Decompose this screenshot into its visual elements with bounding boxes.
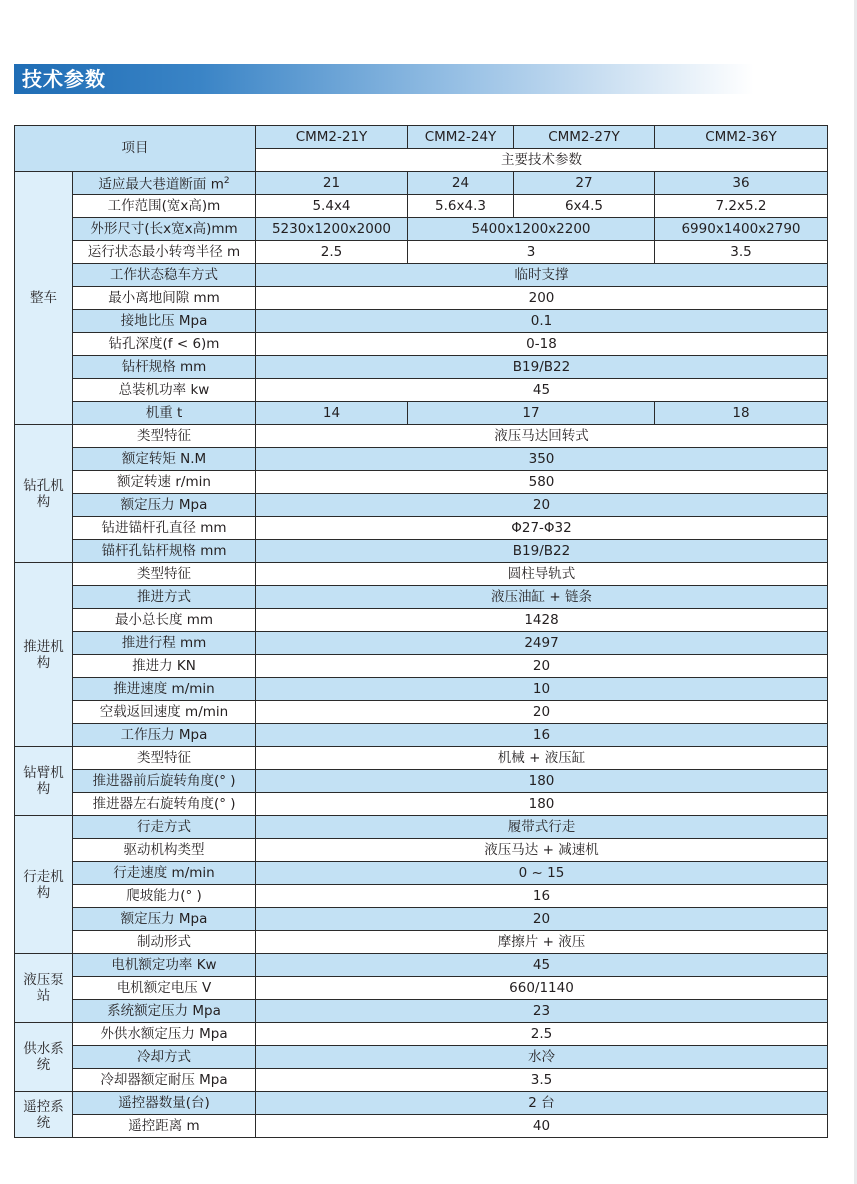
row-label-text: 电机额定功率 Kw [111, 956, 217, 973]
row-label-text: 行走速度 m/min [113, 864, 215, 881]
row-label [73, 172, 256, 195]
section-title-bar [14, 64, 754, 94]
spec-table [14, 125, 828, 1138]
row-label-text: 适应最大巷道断面 m [98, 176, 224, 193]
row-label-text: 工作压力 Mpa [120, 726, 208, 743]
spec-row [15, 172, 828, 195]
row-label [73, 448, 256, 471]
spec-row [15, 241, 828, 264]
value-cell: 0.1 [256, 310, 828, 333]
value-cell: 660/1140 [256, 977, 828, 1000]
row-label [73, 241, 256, 264]
row-label-text: 类型特征 [137, 427, 191, 444]
row-label [73, 195, 256, 218]
row-label [73, 540, 256, 563]
row-label [73, 379, 256, 402]
row-label-text: 运行状态最小转弯半径 m [87, 243, 241, 260]
row-label-text: 钻孔深度(f < 6)m [108, 335, 220, 352]
row-label [73, 1000, 256, 1023]
row-label-text: 爬坡能力(° ) [126, 887, 202, 904]
value-cell: 摩擦片 + 液压 [256, 931, 828, 954]
row-label [73, 494, 256, 517]
row-label [73, 517, 256, 540]
value-cell: 履带式行走 [256, 816, 828, 839]
value-cell: 14 [256, 402, 408, 425]
spec-row [15, 747, 828, 770]
group-label: 供水系统 [15, 1023, 73, 1092]
row-label [73, 1023, 256, 1046]
row-label-text: 行走方式 [137, 818, 191, 835]
value-cell: 200 [256, 287, 828, 310]
spec-row [15, 563, 828, 586]
spec-table-body [15, 126, 828, 1138]
value-cell: 10 [256, 678, 828, 701]
spec-row [15, 310, 828, 333]
row-label [73, 356, 256, 379]
row-label [73, 586, 256, 609]
row-label-text: 驱动机构类型 [123, 841, 205, 858]
row-label [73, 287, 256, 310]
spec-row [15, 218, 828, 241]
spec-row [15, 724, 828, 747]
spec-row [15, 1115, 828, 1138]
value-cell: 2 台 [256, 1092, 828, 1115]
value-cell: B19/B22 [256, 540, 828, 563]
row-label-text: 工作范围(宽x高)m [107, 197, 221, 214]
value-cell: 180 [256, 793, 828, 816]
value-cell: 350 [256, 448, 828, 471]
row-label-text: 推进器前后旋转角度(° ) [92, 772, 236, 789]
row-label-text: 外供水额定压力 Mpa [100, 1025, 228, 1042]
spec-row [15, 632, 828, 655]
row-label-text: 类型特征 [137, 565, 191, 582]
row-label [73, 264, 256, 287]
spec-row [15, 402, 828, 425]
row-label [73, 908, 256, 931]
row-label [73, 333, 256, 356]
value-cell: 20 [256, 655, 828, 678]
spec-row [15, 908, 828, 931]
row-label-text: 最小离地间隙 mm [108, 289, 220, 306]
row-label [73, 471, 256, 494]
value-cell: 水冷 [256, 1046, 828, 1069]
row-label [73, 402, 256, 425]
spec-row [15, 816, 828, 839]
spec-row [15, 977, 828, 1000]
value-cell: 16 [256, 885, 828, 908]
row-label-text: 外形尺寸(长x宽x高)mm [90, 220, 238, 237]
group-label: 推进机构 [15, 563, 73, 747]
value-cell: 5400x1200x2200 [408, 218, 655, 241]
value-cell: 3 [408, 241, 655, 264]
subheader: 主要技术参数 [256, 149, 828, 172]
row-label-text: 总装机功率 kw [118, 381, 210, 398]
spec-row [15, 678, 828, 701]
value-cell: 圆柱导轨式 [256, 563, 828, 586]
row-label [73, 218, 256, 241]
group-label: 遥控系统 [15, 1092, 73, 1138]
row-label [73, 793, 256, 816]
row-label-text: 推进速度 m/min [113, 680, 215, 697]
row-label-text: 推进行程 mm [121, 634, 207, 651]
value-cell: 0 ~ 15 [256, 862, 828, 885]
spec-row [15, 1092, 828, 1115]
row-label [73, 977, 256, 1000]
value-cell: 580 [256, 471, 828, 494]
row-label [73, 701, 256, 724]
value-cell: 27 [514, 172, 655, 195]
row-label-superscript: 2 [223, 175, 230, 186]
group-label: 钻臂机构 [15, 747, 73, 816]
value-cell: 5.4x4 [256, 195, 408, 218]
row-label [73, 632, 256, 655]
row-label [73, 310, 256, 333]
value-cell: 40 [256, 1115, 828, 1138]
value-cell: 20 [256, 701, 828, 724]
row-label [73, 816, 256, 839]
spec-row [15, 333, 828, 356]
spec-row [15, 540, 828, 563]
row-label-text: 推进力 KN [132, 657, 196, 674]
row-label-text: 钻杆规格 mm [121, 358, 207, 375]
spec-row [15, 862, 828, 885]
row-label-text: 锚杆孔钻杆规格 mm [101, 542, 227, 559]
value-cell: 20 [256, 908, 828, 931]
row-label-text: 接地比压 Mpa [120, 312, 208, 329]
row-label-text: 推进器左右旋转角度(° ) [92, 795, 236, 812]
row-label-text: 电机额定电压 V [116, 979, 212, 996]
group-label: 钻孔机构 [15, 425, 73, 563]
spec-row [15, 356, 828, 379]
spec-row [15, 770, 828, 793]
row-label-text: 额定压力 Mpa [120, 496, 208, 513]
group-label: 整车 [15, 172, 73, 425]
row-label [73, 563, 256, 586]
value-cell: 液压马达 + 减速机 [256, 839, 828, 862]
row-label-text: 类型特征 [137, 749, 191, 766]
row-label-text: 额定转矩 N.M [121, 450, 207, 467]
row-label-text: 系统额定压力 Mpa [107, 1002, 221, 1019]
row-label-text: 制动形式 [137, 933, 191, 950]
value-cell: Φ27-Φ32 [256, 517, 828, 540]
row-label [73, 425, 256, 448]
spec-row [15, 839, 828, 862]
row-label-text: 遥控器数量(台) [118, 1094, 210, 1111]
spec-row [15, 609, 828, 632]
spec-row [15, 954, 828, 977]
value-cell: 5.6x4.3 [408, 195, 514, 218]
model-header: CMM2-36Y [655, 126, 828, 149]
row-label-text: 额定转速 r/min [117, 473, 211, 490]
row-label-text: 推进方式 [137, 588, 191, 605]
value-cell: 6990x1400x2790 [655, 218, 828, 241]
row-label-text: 冷却器额定耐压 Mpa [100, 1071, 228, 1088]
value-cell: 3.5 [256, 1069, 828, 1092]
value-cell: 液压马达回转式 [256, 425, 828, 448]
row-label-text: 额定压力 Mpa [120, 910, 208, 927]
value-cell: 7.2x5.2 [655, 195, 828, 218]
value-cell: B19/B22 [256, 356, 828, 379]
value-cell: 3.5 [655, 241, 828, 264]
row-label [73, 1069, 256, 1092]
header-row [15, 126, 828, 149]
spec-row [15, 195, 828, 218]
value-cell: 23 [256, 1000, 828, 1023]
row-label-text: 空载返回速度 m/min [99, 703, 229, 720]
spec-row [15, 448, 828, 471]
value-cell: 17 [408, 402, 655, 425]
row-label [73, 931, 256, 954]
value-cell: 液压油缸 + 链条 [256, 586, 828, 609]
row-label [73, 678, 256, 701]
section-title: 技术参数 [22, 67, 106, 91]
value-cell: 2.5 [256, 1023, 828, 1046]
spec-row [15, 885, 828, 908]
row-label [73, 862, 256, 885]
value-cell: 45 [256, 954, 828, 977]
group-label: 液压泵站 [15, 954, 73, 1023]
group-label: 行走机构 [15, 816, 73, 954]
value-cell: 机械 + 液压缸 [256, 747, 828, 770]
spec-row [15, 494, 828, 517]
row-label [73, 954, 256, 977]
value-cell: 临时支撑 [256, 264, 828, 287]
row-label [73, 609, 256, 632]
value-cell: 36 [655, 172, 828, 195]
value-cell: 6x4.5 [514, 195, 655, 218]
value-cell: 0-18 [256, 333, 828, 356]
spec-row [15, 931, 828, 954]
spec-row [15, 517, 828, 540]
row-label-text: 工作状态稳车方式 [110, 266, 218, 283]
model-header: CMM2-21Y [256, 126, 408, 149]
row-label-text: 遥控距离 m [128, 1117, 200, 1134]
spec-row [15, 379, 828, 402]
spec-row [15, 586, 828, 609]
spec-row [15, 655, 828, 678]
value-cell: 16 [256, 724, 828, 747]
row-label [73, 1115, 256, 1138]
model-header: CMM2-24Y [408, 126, 514, 149]
row-label-text: 冷却方式 [137, 1048, 191, 1065]
row-label [73, 770, 256, 793]
item-header: 项目 [15, 126, 256, 172]
spec-row [15, 264, 828, 287]
row-label [73, 724, 256, 747]
value-cell: 5230x1200x2000 [256, 218, 408, 241]
row-label [73, 655, 256, 678]
value-cell: 1428 [256, 609, 828, 632]
spec-row [15, 287, 828, 310]
model-header: CMM2-27Y [514, 126, 655, 149]
row-label-text: 机重 t [145, 404, 183, 421]
row-label [73, 885, 256, 908]
spec-row [15, 1023, 828, 1046]
value-cell: 180 [256, 770, 828, 793]
row-label [73, 747, 256, 770]
row-label [73, 839, 256, 862]
value-cell: 24 [408, 172, 514, 195]
value-cell: 45 [256, 379, 828, 402]
spec-row [15, 1046, 828, 1069]
value-cell: 20 [256, 494, 828, 517]
value-cell: 21 [256, 172, 408, 195]
spec-row [15, 793, 828, 816]
value-cell: 2.5 [256, 241, 408, 264]
spec-row [15, 425, 828, 448]
value-cell: 18 [655, 402, 828, 425]
row-label [73, 1046, 256, 1069]
spec-row [15, 471, 828, 494]
row-label [73, 1092, 256, 1115]
spec-row [15, 1069, 828, 1092]
row-label-text: 最小总长度 mm [114, 611, 214, 628]
row-label-text: 钻进锚杆孔直径 mm [101, 519, 227, 536]
spec-row [15, 1000, 828, 1023]
value-cell: 2497 [256, 632, 828, 655]
spec-row [15, 701, 828, 724]
